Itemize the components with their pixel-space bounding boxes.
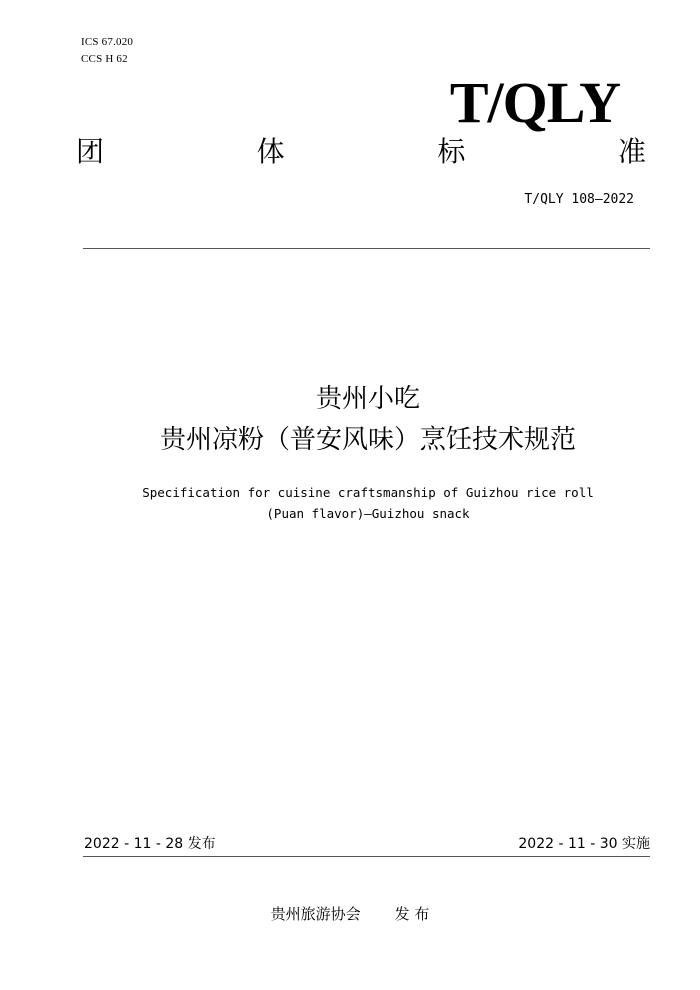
english-title-line1: Specification for cuisine craftsmanship of Guizhou rice roll [142, 485, 594, 500]
chinese-title-line2: 贵州凉粉（普安风味）烹饪技术规范 [159, 425, 576, 455]
publisher-line [0, 903, 700, 925]
standard-type-char: 标 [437, 135, 466, 168]
footer-divider [83, 856, 650, 857]
standard-type-char: 体 [256, 135, 285, 168]
standard-type [76, 134, 646, 174]
standard-number: T/QLY 108—2022 [524, 192, 634, 207]
ics-code: ICS 67.020 [81, 36, 134, 48]
header-divider [83, 248, 650, 249]
standard-type-char: 准 [617, 135, 646, 168]
implementation-date: 2022 - 11 - 30 实施 [518, 836, 650, 852]
publisher-name: 贵州旅游协会 [270, 905, 361, 923]
standard-type-char: 团 [76, 135, 105, 168]
chinese-title-line1: 贵州小吃 [315, 384, 420, 414]
english-title-line2: (Puan flavor)—Guizhou snack [266, 506, 470, 521]
publish-label: 发 布 [394, 905, 430, 923]
ccs-code: CCS H 62 [81, 53, 128, 65]
standard-logo: T/QLY [449, 70, 620, 135]
issue-date: 2022 - 11 - 28 发布 [84, 836, 216, 852]
